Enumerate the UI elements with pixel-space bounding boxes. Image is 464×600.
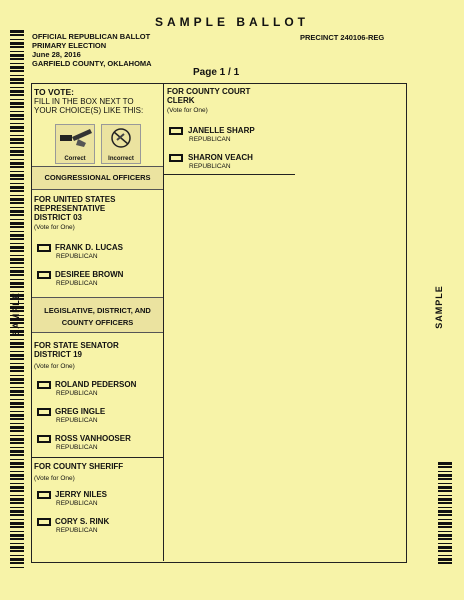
barcode-bar bbox=[10, 399, 24, 400]
barcode-bar bbox=[10, 555, 24, 556]
checkbox-sharon-veach[interactable] bbox=[169, 154, 183, 162]
barcode-bar bbox=[10, 226, 24, 228]
checkbox-greg-ingle[interactable] bbox=[37, 408, 51, 416]
candidate-party: REPUBLICAN bbox=[56, 253, 98, 260]
barcode-bar bbox=[10, 210, 24, 213]
barcode-bar bbox=[438, 534, 452, 537]
barcode-bar bbox=[438, 486, 452, 489]
barcode-bar bbox=[10, 238, 24, 240]
barcode-bar bbox=[10, 58, 24, 60]
barcode-bar bbox=[10, 406, 24, 408]
barcode-bar bbox=[10, 282, 24, 285]
candidate-party: REPUBLICAN bbox=[189, 163, 231, 170]
barcode-bar bbox=[438, 531, 452, 532]
checkbox-jerry-niles[interactable] bbox=[37, 491, 51, 499]
race-title-1: FOR UNITED STATES bbox=[34, 195, 116, 204]
candidate-party: REPUBLICAN bbox=[56, 500, 98, 507]
barcode-bar bbox=[438, 526, 452, 528]
barcode-bar bbox=[10, 567, 24, 568]
barcode-bar bbox=[10, 346, 24, 348]
race-state-senator bbox=[34, 341, 162, 370]
barcode-bar bbox=[438, 510, 452, 513]
barcode-bar bbox=[10, 243, 24, 244]
barcode-bar bbox=[10, 162, 24, 165]
race-title-1: FOR STATE SENATOR bbox=[34, 341, 119, 350]
barcode-bar bbox=[10, 150, 24, 153]
barcode-bar bbox=[10, 82, 24, 84]
barcode-bar bbox=[10, 474, 24, 477]
barcode-bar bbox=[438, 519, 452, 520]
barcode-bar bbox=[10, 102, 24, 105]
barcode-bar bbox=[10, 66, 24, 69]
barcode-bar bbox=[10, 75, 24, 76]
barcode-bar bbox=[10, 486, 24, 489]
barcode-bar bbox=[10, 339, 24, 340]
vote-instruction: (Vote for One) bbox=[34, 224, 75, 231]
checkbox-roland-pederson[interactable] bbox=[37, 381, 51, 389]
race-title-1: FOR COUNTY SHERIFF bbox=[34, 462, 124, 471]
candidate-name: SHARON VEACH bbox=[188, 153, 253, 162]
barcode-bar bbox=[10, 166, 24, 168]
barcode-bar bbox=[10, 450, 24, 453]
barcode-bar bbox=[10, 267, 24, 268]
right-barcode bbox=[438, 462, 452, 567]
barcode-bar bbox=[10, 363, 24, 364]
barcode-bar bbox=[10, 462, 24, 465]
race-county-sheriff bbox=[34, 462, 162, 482]
barcode-bar bbox=[10, 423, 24, 424]
barcode-bar bbox=[10, 546, 24, 549]
barcode-bar bbox=[10, 558, 24, 561]
barcode-bar bbox=[10, 411, 24, 412]
barcode-bar bbox=[10, 414, 24, 417]
barcode-bar bbox=[438, 562, 452, 564]
barcode-bar bbox=[10, 190, 24, 192]
barcode-bar bbox=[10, 258, 24, 261]
candidate-name: DESIREE BROWN bbox=[55, 270, 124, 279]
barcode-bar bbox=[10, 78, 24, 81]
race-county-court-clerk bbox=[167, 87, 295, 114]
incorrect-label: Incorrect bbox=[108, 156, 134, 162]
barcode-bar bbox=[10, 195, 24, 196]
candidate-party: REPUBLICAN bbox=[56, 390, 98, 397]
barcode-bar bbox=[10, 147, 24, 148]
barcode-bar bbox=[10, 94, 24, 96]
barcode-bar bbox=[438, 478, 452, 480]
barcode-bar bbox=[10, 466, 24, 468]
barcode-bar bbox=[10, 471, 24, 472]
barcode-bar bbox=[10, 418, 24, 420]
candidate-name: JERRY NILES bbox=[55, 490, 108, 499]
barcode-bar bbox=[10, 106, 24, 108]
barcode-bar bbox=[438, 462, 452, 465]
instructions bbox=[34, 87, 162, 115]
barcode-bar bbox=[10, 262, 24, 264]
barcode-bar bbox=[10, 351, 24, 352]
race-title-3: DISTRICT 03 bbox=[34, 213, 83, 222]
barcode-bar bbox=[438, 483, 452, 484]
barcode-bar bbox=[10, 382, 24, 384]
barcode-bar bbox=[10, 526, 24, 528]
barcode-bar bbox=[10, 42, 24, 45]
candidate-name: FRANK D. LUCAS bbox=[55, 243, 123, 252]
barcode-bar bbox=[10, 490, 24, 492]
barcode-bar bbox=[10, 63, 24, 64]
barcode-bar bbox=[10, 387, 24, 388]
barcode-bar bbox=[438, 538, 452, 540]
header-line-1: OFFICIAL REPUBLICAN BALLOT bbox=[32, 32, 151, 41]
barcode-bar bbox=[10, 70, 24, 72]
barcode-bar bbox=[10, 234, 24, 237]
header-line-2: PRIMARY ELECTION bbox=[32, 41, 107, 50]
barcode-bar bbox=[10, 30, 24, 33]
incorrect-example bbox=[101, 124, 141, 164]
barcode-bar bbox=[10, 502, 24, 504]
barcode-bar bbox=[10, 507, 24, 508]
barcode-bar bbox=[10, 214, 24, 216]
barcode-bar bbox=[10, 394, 24, 396]
race-title-2: CLERK bbox=[167, 96, 195, 105]
barcode-bar bbox=[10, 99, 24, 100]
barcode-bar bbox=[10, 222, 24, 225]
candidate-name: ROSS VANHOOSER bbox=[55, 434, 131, 443]
instructions-line-2: FILL IN THE BOX NEXT TO bbox=[34, 97, 134, 106]
race-title-1: FOR COUNTY COURT bbox=[167, 87, 251, 96]
vote-instruction: (Vote for One) bbox=[34, 363, 75, 370]
divider bbox=[164, 174, 295, 175]
barcode-bar bbox=[10, 375, 24, 376]
barcode-bar bbox=[10, 174, 24, 177]
barcode-bar bbox=[10, 562, 24, 564]
barcode-bar bbox=[438, 490, 452, 492]
barcode-bar bbox=[10, 342, 24, 345]
barcode-bar bbox=[10, 430, 24, 432]
barcode-bar bbox=[10, 250, 24, 252]
barcode-bar bbox=[10, 34, 24, 36]
header-line-4: GARFIELD COUNTY, OKLAHOMA bbox=[32, 59, 152, 68]
barcode-bar bbox=[10, 87, 24, 88]
barcode-bar bbox=[10, 495, 24, 496]
barcode-bar bbox=[10, 538, 24, 540]
barcode-bar bbox=[10, 142, 24, 144]
ballot-title: SAMPLE BALLOT bbox=[155, 15, 309, 29]
barcode-bar bbox=[10, 286, 24, 288]
barcode-bar bbox=[10, 279, 24, 280]
barcode-bar bbox=[438, 555, 452, 556]
barcode-bar bbox=[10, 171, 24, 172]
correct-label: Correct bbox=[64, 156, 86, 162]
barcode-bar bbox=[10, 514, 24, 516]
barcode-bar bbox=[438, 466, 452, 468]
barcode-bar bbox=[438, 546, 452, 549]
barcode-bar bbox=[10, 130, 24, 132]
barcode-bar bbox=[10, 111, 24, 112]
barcode-bar bbox=[10, 447, 24, 448]
candidate-name: JANELLE SHARP bbox=[188, 126, 255, 135]
barcode-bar bbox=[10, 519, 24, 520]
pen-marking-icon bbox=[56, 125, 94, 151]
barcode-bar bbox=[10, 435, 24, 436]
barcode-bar bbox=[10, 51, 24, 52]
checkbox-frank-lucas[interactable] bbox=[37, 244, 51, 252]
barcode-bar bbox=[10, 426, 24, 429]
barcode-bar bbox=[438, 502, 452, 504]
side-sample-left: SAMPLE bbox=[10, 292, 21, 336]
section-congressional: CONGRESSIONAL OFFICERS bbox=[32, 166, 163, 190]
barcode-bar bbox=[10, 123, 24, 124]
candidate-name: CORY S. RINK bbox=[55, 517, 110, 526]
barcode-bar bbox=[10, 550, 24, 552]
candidate-party: REPUBLICAN bbox=[56, 444, 98, 451]
vote-instruction: (Vote for One) bbox=[34, 475, 75, 482]
barcode-bar bbox=[10, 478, 24, 480]
barcode-bar bbox=[10, 531, 24, 532]
barcode-bar bbox=[438, 514, 452, 516]
candidate-party: REPUBLICAN bbox=[189, 136, 231, 143]
barcode-bar bbox=[438, 498, 452, 501]
barcode-bar bbox=[10, 270, 24, 273]
race-us-representative bbox=[34, 195, 162, 231]
section-legislative-line-1: LEGISLATIVE, DISTRICT, AND bbox=[44, 306, 151, 315]
barcode-bar bbox=[10, 90, 24, 93]
barcode-bar bbox=[438, 558, 452, 561]
checkbox-cory-rink[interactable] bbox=[37, 518, 51, 526]
section-legislative-line-2: COUNTY OFFICERS bbox=[61, 318, 134, 327]
barcode-bar bbox=[10, 186, 24, 189]
barcode-bar bbox=[10, 207, 24, 208]
barcode-bar bbox=[10, 39, 24, 40]
barcode-bar bbox=[10, 543, 24, 544]
race-title-2: DISTRICT 19 bbox=[34, 350, 83, 359]
barcode-bar bbox=[10, 114, 24, 117]
barcode-bar bbox=[438, 550, 452, 552]
barcode-bar bbox=[10, 454, 24, 456]
header-line-3: June 28, 2016 bbox=[32, 50, 81, 59]
barcode-bar bbox=[10, 510, 24, 513]
candidate-name: ROLAND PEDERSON bbox=[55, 380, 137, 389]
barcode-bar bbox=[10, 370, 24, 372]
checkbox-ross-vanhooser[interactable] bbox=[37, 435, 51, 443]
ballot-header bbox=[32, 32, 152, 68]
checkbox-janelle-sharp[interactable] bbox=[169, 127, 183, 135]
vote-instruction: (Vote for One) bbox=[167, 107, 208, 114]
race-title-2: REPRESENTATIVE bbox=[34, 204, 106, 213]
barcode-bar bbox=[438, 522, 452, 525]
barcode-bar bbox=[10, 118, 24, 120]
barcode-bar bbox=[10, 54, 24, 57]
barcode-bar bbox=[10, 498, 24, 501]
barcode-bar bbox=[10, 483, 24, 484]
precinct-label: PRECINCT 240106-REG bbox=[300, 33, 385, 42]
candidate-party: REPUBLICAN bbox=[56, 527, 98, 534]
barcode-bar bbox=[438, 471, 452, 472]
barcode-bar bbox=[10, 366, 24, 369]
correct-example bbox=[55, 124, 95, 164]
barcode-bar bbox=[10, 46, 24, 48]
barcode-bar bbox=[10, 402, 24, 405]
barcode-bar bbox=[10, 438, 24, 441]
barcode-bar bbox=[10, 138, 24, 141]
barcode-bar bbox=[10, 522, 24, 525]
barcode-bar bbox=[438, 495, 452, 496]
column-divider bbox=[163, 83, 164, 561]
instructions-line-3: YOUR CHOICE(S) LIKE THIS: bbox=[34, 106, 144, 115]
barcode-bar bbox=[10, 178, 24, 180]
barcode-bar bbox=[10, 459, 24, 460]
barcode-bar bbox=[438, 474, 452, 477]
barcode-bar bbox=[10, 246, 24, 249]
barcode-bar bbox=[10, 390, 24, 393]
barcode-bar bbox=[10, 159, 24, 160]
candidate-party: REPUBLICAN bbox=[56, 417, 98, 424]
section-legislative bbox=[32, 297, 163, 333]
no-symbol-icon bbox=[102, 125, 140, 151]
barcode-bar bbox=[10, 274, 24, 276]
barcode-bar bbox=[10, 198, 24, 201]
barcode-bar bbox=[10, 354, 24, 357]
barcode-bar bbox=[10, 135, 24, 136]
barcode-bar bbox=[10, 183, 24, 184]
barcode-bar bbox=[10, 126, 24, 129]
barcode-bar bbox=[10, 358, 24, 360]
checkbox-desiree-brown[interactable] bbox=[37, 271, 51, 279]
barcode-bar bbox=[438, 507, 452, 508]
instructions-heading: TO VOTE: bbox=[34, 87, 74, 97]
page-number: Page 1 / 1 bbox=[193, 67, 240, 78]
column-top-line bbox=[163, 83, 405, 84]
candidate-name: GREG INGLE bbox=[55, 407, 106, 416]
barcode-bar bbox=[10, 442, 24, 444]
barcode-bar bbox=[10, 534, 24, 537]
barcode-bar bbox=[10, 202, 24, 204]
side-sample-right: SAMPLE bbox=[433, 285, 444, 329]
barcode-bar bbox=[10, 154, 24, 156]
candidate-party: REPUBLICAN bbox=[56, 280, 98, 287]
barcode-bar bbox=[10, 378, 24, 381]
barcode-bar bbox=[10, 255, 24, 256]
divider bbox=[32, 457, 163, 458]
barcode-bar bbox=[10, 219, 24, 220]
barcode-bar bbox=[438, 543, 452, 544]
barcode-bar bbox=[10, 231, 24, 232]
